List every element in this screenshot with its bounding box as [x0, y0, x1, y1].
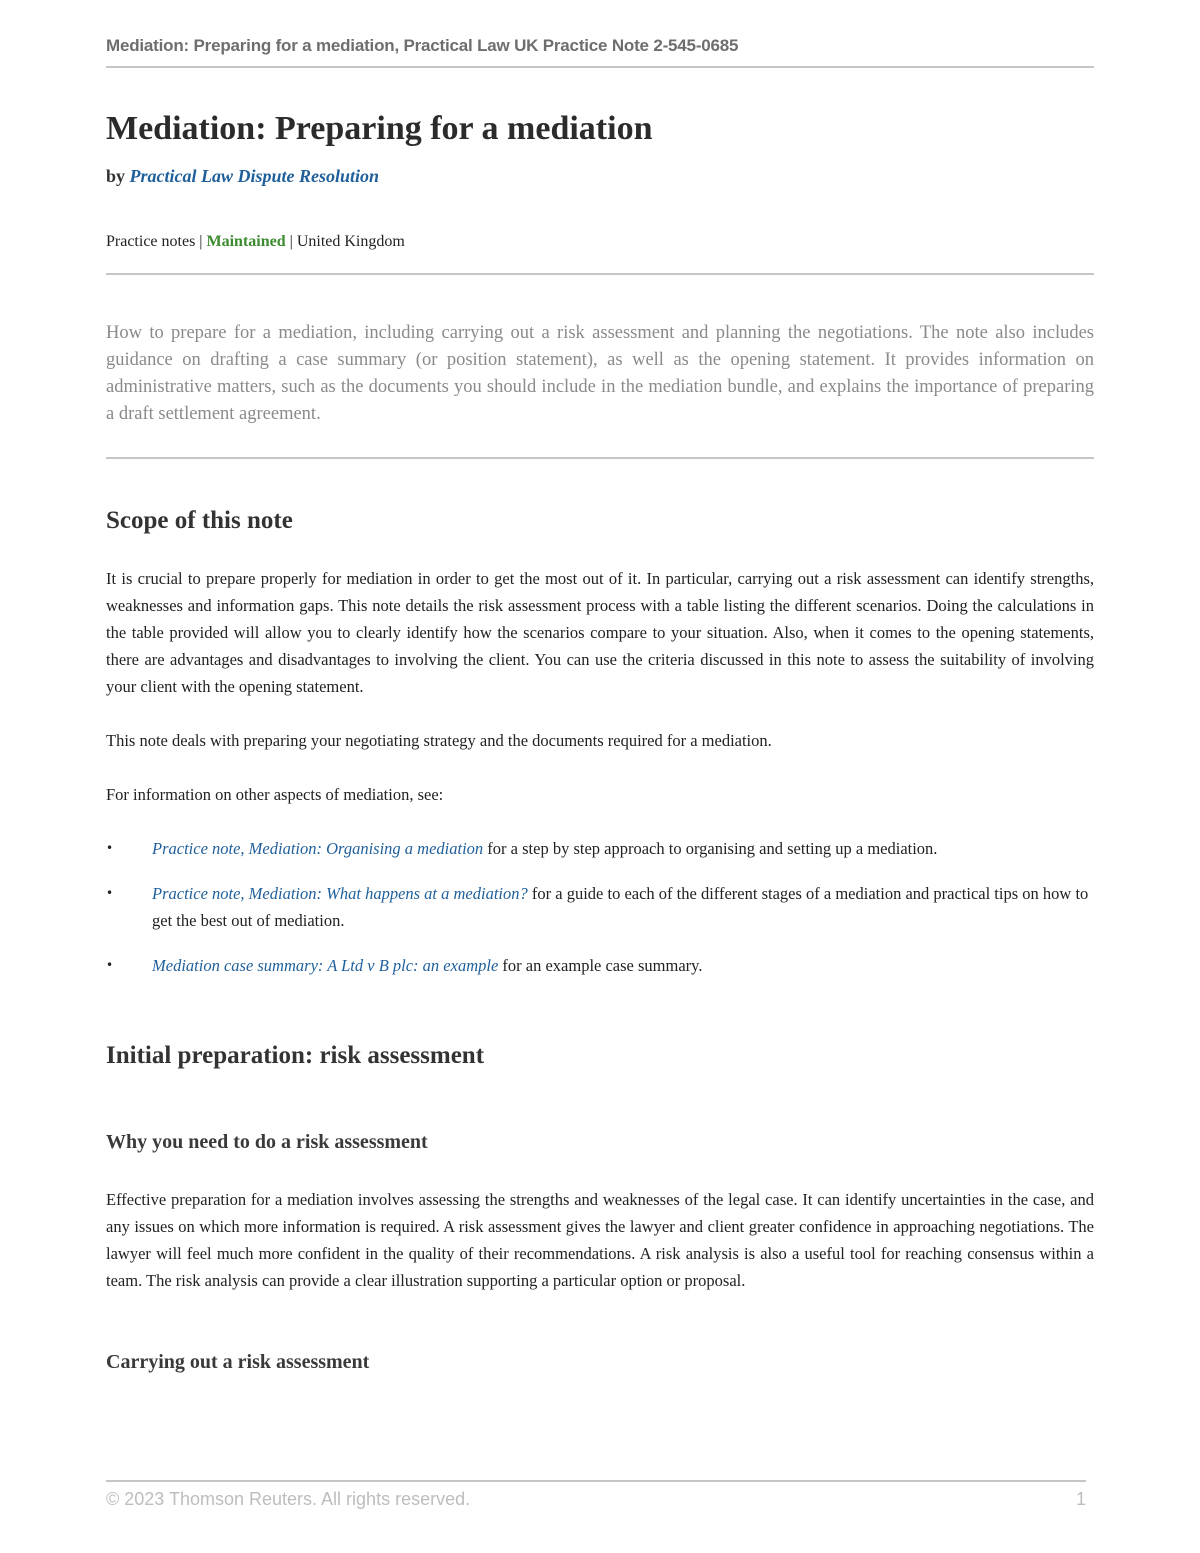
document-page [106, 0, 1094, 1553]
document-meta [106, 233, 405, 251]
meta-status: Maintained [206, 233, 286, 250]
meta-separator: | [285, 233, 297, 250]
list-item [106, 880, 1094, 934]
abstract-divider [106, 457, 1094, 459]
scope-paragraph-3: For information on other aspects of mediation, see: [106, 785, 444, 804]
page-number: 1 [1075, 1489, 1086, 1509]
list-item-text: for an example case summary. [498, 956, 703, 975]
meta-type: Practice notes [106, 233, 196, 250]
related-notes-list [106, 835, 1094, 997]
link-what-happens-mediation[interactable]: Practice note, Mediation: What happens at a mediation? [152, 884, 528, 903]
heading-scope: Scope of this note [106, 507, 293, 534]
link-organising-mediation[interactable]: Practice note, Mediation: Organising a mediation [152, 839, 484, 858]
meta-divider [106, 273, 1094, 275]
meta-separator: | [195, 233, 207, 250]
list-item-text: for a step by step approach to organising and setting up a mediation. [483, 839, 938, 858]
scope-paragraph-1: It is crucial to prepare properly for mediation in order to get the most out of it. In particular, carrying out a risk assessment can identify strengths, weaknesses and information gaps. This note details the risk assessment process with a table listing the different scenarios. Doing the calculations in the table provided will allow you to clearly identify how the scenarios compare to your situation. Also, when it comes to the opening statements, there are advantages and disadvantages to involving the client. You can use the criteria discussed in this note to assess the suitability of involving your client with the opening statement. [106, 569, 1094, 696]
footer [106, 1489, 1086, 1510]
copyright: © 2023 Thomson Reuters. All rights reserved. [106, 1489, 471, 1509]
scope-paragraph-2: This note deals with preparing your negotiating strategy and the documents required for a mediation. [106, 731, 772, 750]
bullet-glyph: • [106, 841, 114, 855]
list-item [106, 835, 1094, 862]
footer-divider [106, 1480, 1086, 1482]
abstract: How to prepare for a mediation, including carrying out a risk assessment and planning the negotiations. The note also includes guidance on drafting a case summary (or position statement), as well as the opening statement. It provides information on administrative matters, such as the documents you should include in the mediation bundle, and explains the importance of preparing a draft settlement agreement. [106, 323, 1094, 424]
running-header: Mediation: Preparing for a mediation, Practical Law UK Practice Note 2-545-0685 [106, 36, 739, 55]
link-case-summary-example[interactable]: Mediation case summary: A Ltd v B plc: an example [152, 956, 499, 975]
list-item-text: for a guide to each of the different stages of a mediation and practical tips on how to get the best out of mediation. [152, 884, 1089, 930]
heading-initial-preparation: Initial preparation: risk assessment [106, 1042, 485, 1069]
list-item [106, 952, 1094, 979]
bullet-glyph: • [106, 886, 114, 900]
heading-why-risk-assessment: Why you need to do a risk assessment [106, 1131, 428, 1153]
page-title: Mediation: Preparing for a mediation [106, 110, 653, 147]
by-label: by [106, 166, 126, 186]
author-link[interactable]: Practical Law Dispute Resolution [129, 166, 380, 186]
header-divider [106, 66, 1094, 68]
byline [106, 166, 379, 187]
heading-carrying-out-risk-assessment: Carrying out a risk assessment [106, 1351, 370, 1373]
meta-jurisdiction: United Kingdom [296, 233, 405, 250]
why-paragraph: Effective preparation for a mediation involves assessing the strengths and weaknesses of the legal case. It can identify uncertainties in the case, and any issues on which more information is required. A risk assessment gives the lawyer and client greater confidence in approaching negotiations. The lawyer will feel much more confident in the quality of their recommendations. A risk analysis is also a useful tool for reaching consensus within a team. The risk analysis can provide a clear illustration supporting a particular option or proposal. [106, 1190, 1094, 1290]
bullet-glyph: • [106, 958, 114, 972]
